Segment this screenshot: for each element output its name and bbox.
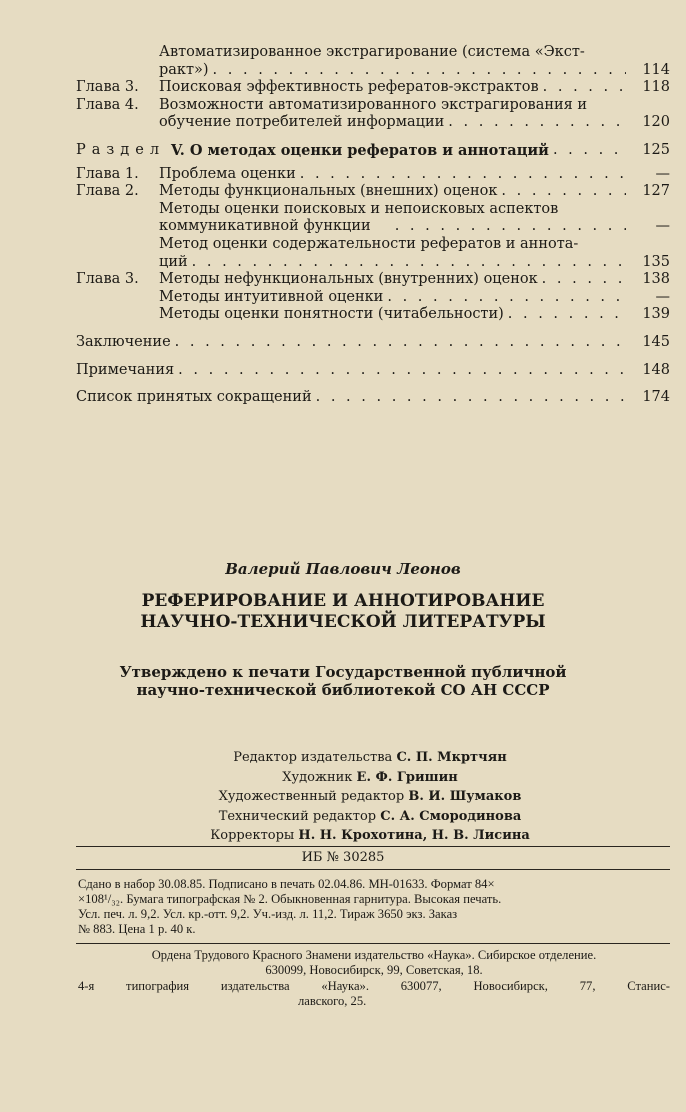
- imprint-line: ×108¹/₃₂. Бумага типографская № 2. Обыкновенная гарнитура. Высокая печать.: [78, 892, 502, 906]
- credit-row: [160, 807, 580, 827]
- toc-section-title: V. О методах оценки рефератов и аннотаций: [171, 141, 549, 159]
- toc-text: Примечания: [76, 361, 175, 378]
- toc-text: Методы нефункциональных (внутренних) оценок: [159, 271, 538, 288]
- printer-block: [78, 979, 670, 1009]
- toc-text: Возможности автоматизированного экстрагирования и: [159, 96, 588, 113]
- approval-line: научно-технической библиотекой СО АН СССР: [136, 681, 550, 699]
- toc-text: Поисковая эффективность рефератов-экстрактов: [159, 79, 539, 96]
- credit-role: Корректоры: [210, 828, 295, 844]
- approval-line: Утверждено к печати Государственной публичной: [119, 663, 567, 681]
- toc-text: Методы оценки поисковых и непоисковых аспектов: [159, 200, 559, 217]
- toc-text: ций: [159, 253, 188, 270]
- credit-role: Художественный редактор: [218, 789, 405, 805]
- credit-role: Художник: [282, 769, 353, 785]
- toc-entry: [76, 79, 670, 97]
- toc-section-label: Раздел: [76, 141, 166, 158]
- book-title: [0, 591, 686, 633]
- toc-text: Методы функциональных (внешних) оценок: [159, 183, 498, 200]
- credit-name: Е. Ф. Гришин: [356, 769, 458, 785]
- toc-text: Проблема оценки: [159, 165, 296, 182]
- toc-label: Глава 3.: [76, 79, 139, 96]
- toc-entry: [76, 389, 670, 407]
- toc-section-entry: [76, 142, 670, 160]
- toc-page: 120: [642, 114, 670, 131]
- toc-label: Глава 2.: [76, 183, 139, 200]
- toc-page: 148: [642, 361, 670, 378]
- publisher-line: Ордена Трудового Красного Знамени издательство «Наука». Сибирское отделение.: [151, 948, 597, 962]
- toc-page: 174: [642, 389, 670, 406]
- divider: [76, 943, 670, 944]
- toc-entry: [76, 97, 670, 132]
- toc-entry: [76, 362, 670, 380]
- toc-page: 127: [642, 183, 670, 200]
- credits-list: [160, 748, 580, 846]
- toc-entry: [76, 166, 670, 184]
- toc-entry: [76, 306, 670, 324]
- toc-text: Метод оценки содержательности рефератов и аннота-: [159, 235, 579, 252]
- toc-text: Список принятых сокращений: [76, 389, 312, 406]
- toc-page: 125: [642, 141, 670, 158]
- toc-page: —: [655, 288, 670, 305]
- toc-label: Глава 4.: [76, 96, 139, 113]
- toc-entry: [76, 183, 670, 201]
- book-title-line: НАУЧНО-ТЕХНИЧЕСКОЙ ЛИТЕРАТУРЫ: [140, 612, 546, 632]
- toc-entry: [76, 334, 670, 352]
- imprint-line: Сдано в набор 30.08.85. Подписано в печать 02.04.86. МН-01633. Формат 84×: [78, 877, 495, 891]
- divider: [76, 869, 670, 870]
- toc-page: 114: [642, 61, 670, 78]
- toc-text: ракт»): [159, 61, 209, 78]
- toc-text: Заключение: [76, 333, 171, 350]
- imprint-line: Усл. печ. л. 9,2. Усл. кр.-отт. 9,2. Уч.-изд. л. 11,2. Тираж 3650 экз. Заказ: [78, 907, 458, 921]
- toc-text: Методы интуитивной оценки: [159, 288, 384, 305]
- toc-page: —: [655, 218, 670, 235]
- toc-page: 138: [642, 271, 670, 288]
- credit-row: [160, 826, 580, 846]
- toc-text: коммуникативной функции: [159, 218, 371, 235]
- credit-name: С. А. Смородинова: [380, 808, 522, 824]
- toc-text: Методы оценки понятности (читабельности): [159, 306, 504, 323]
- table-of-contents: [76, 44, 670, 407]
- ib-number: ИБ № 30285: [301, 850, 385, 865]
- credit-role: Технический редактор: [218, 808, 377, 824]
- toc-entry: [76, 44, 670, 79]
- printer-line: 4-я типография издательства «Наука». 630077, Новосибирск, 77, Станис-: [78, 979, 670, 993]
- toc-entry: [76, 289, 670, 307]
- printer-line: лавского, 25.: [298, 994, 367, 1008]
- toc-entry: [76, 201, 670, 236]
- toc-page: 145: [642, 333, 670, 350]
- publisher-block: [78, 948, 670, 978]
- imprint-block: [78, 877, 670, 937]
- toc-text: обучение потребителей информации: [159, 114, 445, 131]
- credit-row: [160, 748, 580, 768]
- toc-label: Глава 3.: [76, 271, 139, 288]
- toc-page: 139: [642, 306, 670, 323]
- toc-text: Автоматизированное экстрагирование (система «Экст-: [159, 44, 585, 60]
- toc-entry: [76, 236, 670, 271]
- author-name: Валерий Павлович Леонов: [225, 560, 461, 578]
- approval-note: [0, 663, 686, 699]
- book-title-line: РЕФЕРИРОВАНИЕ И АННОТИРОВАНИЕ: [141, 591, 545, 611]
- credit-name: В. И. Шумаков: [408, 789, 522, 805]
- publisher-line: 630099, Новосибирск, 99, Советская, 18.: [265, 963, 483, 977]
- toc-page: 135: [642, 253, 670, 270]
- toc-page: 118: [642, 79, 670, 96]
- credit-role: Редактор издательства: [233, 750, 393, 765]
- credit-name: С. П. Мкртчян: [396, 750, 507, 765]
- credit-name: Н. Н. Крохотина, Н. В. Лисина: [298, 828, 530, 844]
- divider: [76, 846, 670, 847]
- toc-page: —: [655, 165, 670, 182]
- credit-row: [160, 787, 580, 807]
- toc-entry: [76, 271, 670, 289]
- imprint-line: № 883. Цена 1 р. 40 к.: [78, 922, 196, 936]
- credit-row: [160, 768, 580, 788]
- toc-label: Глава 1.: [76, 165, 139, 182]
